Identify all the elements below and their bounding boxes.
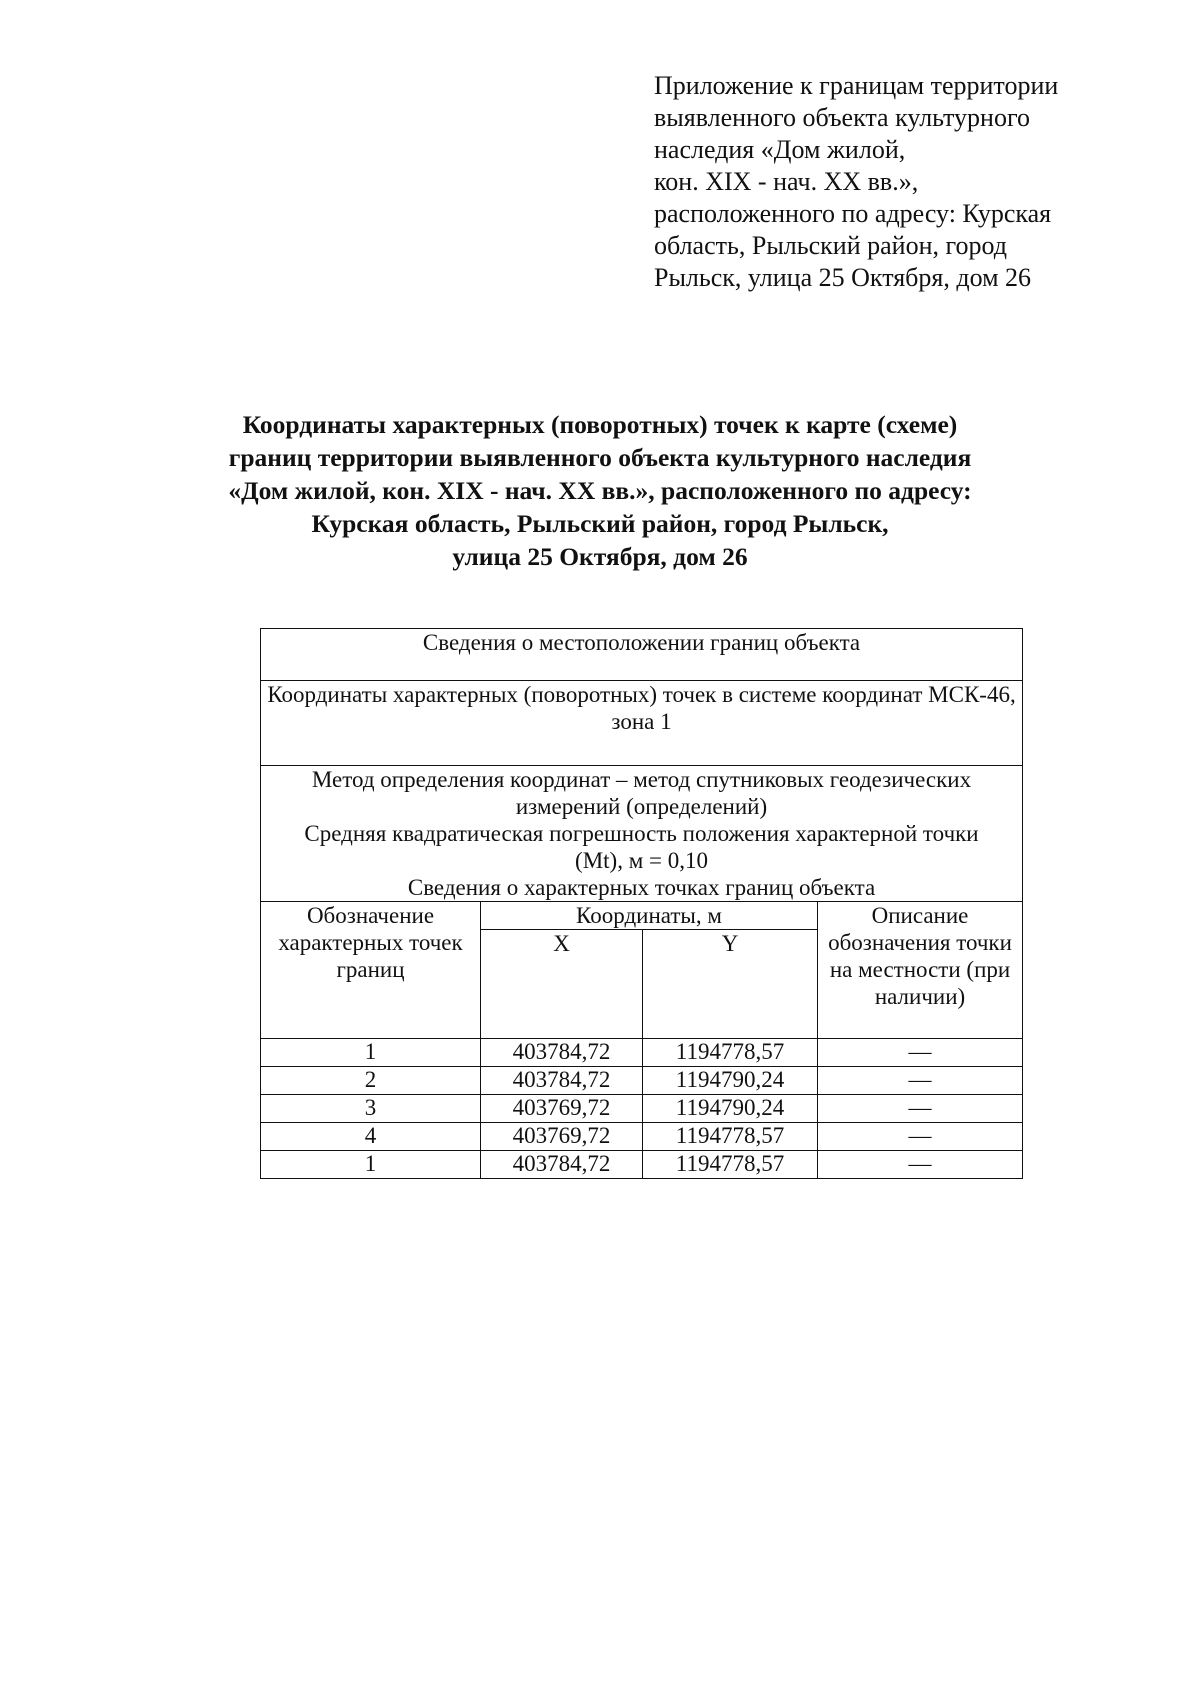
x-cell: 403769,72 xyxy=(481,1095,643,1123)
method-line: (Mt), м = 0,10 xyxy=(575,848,708,873)
appendix-line: кон. XIX - нач. XX вв.», xyxy=(654,167,919,196)
method-line: Метод определения координат – метод спутниковых геодезических xyxy=(311,767,972,792)
description-cell: — xyxy=(818,1151,1023,1179)
description-cell: — xyxy=(818,1039,1023,1067)
header-y: Y xyxy=(643,930,818,1039)
header-description: Описание обозначения точки на местности (при наличии) xyxy=(818,902,1023,1039)
table-row xyxy=(261,1123,1023,1151)
appendix-line: Приложение к границам территории xyxy=(654,71,1059,100)
x-cell: 403784,72 xyxy=(481,1067,643,1095)
title-line: Координаты характерных (поворотных) точек к карте (схеме) xyxy=(242,410,958,439)
table-header-row xyxy=(261,902,1023,930)
header-point-label: Обозначение характерных точек границ xyxy=(261,902,481,1039)
header-x: X xyxy=(481,930,643,1039)
method-line: Средняя квадратическая погрешность положения характерной точки xyxy=(304,821,979,846)
table-section-row xyxy=(261,766,1023,902)
point-cell: 3 xyxy=(261,1095,481,1123)
description-cell: — xyxy=(818,1095,1023,1123)
description-cell: — xyxy=(818,1067,1023,1095)
x-cell: 403784,72 xyxy=(481,1151,643,1179)
section-title-cell: Сведения о местоположении границ объекта xyxy=(261,629,1023,681)
method-line: Сведения о характерных точках границ объекта xyxy=(407,875,876,900)
table-row xyxy=(261,1067,1023,1095)
coordinates-table xyxy=(260,628,1023,1179)
point-cell: 1 xyxy=(261,1039,481,1067)
table-row xyxy=(261,1095,1023,1123)
appendix-note xyxy=(654,70,1102,294)
table-row xyxy=(261,1039,1023,1067)
header-coords-label: Координаты, м xyxy=(481,902,818,930)
x-cell: 403784,72 xyxy=(481,1039,643,1067)
y-cell: 1194790,24 xyxy=(643,1095,818,1123)
description-cell: — xyxy=(818,1123,1023,1151)
title-line: границ территории выявленного объекта культурного наследия xyxy=(228,443,972,472)
point-cell: 4 xyxy=(261,1123,481,1151)
coord-system-line: МСК-46, зона 1 xyxy=(611,682,1016,734)
y-cell: 1194778,57 xyxy=(643,1151,818,1179)
y-cell: 1194778,57 xyxy=(643,1039,818,1067)
title-line: Курская область, Рыльский район, город Рыльск, xyxy=(311,509,889,538)
coord-system-line: Координаты характерных (поворотных) точек в системе координат xyxy=(267,682,923,707)
appendix-line: наследия «Дом жилой, xyxy=(654,135,906,164)
x-cell: 403769,72 xyxy=(481,1123,643,1151)
appendix-line: расположенного по адресу: Курская xyxy=(654,199,1052,228)
table-section-row xyxy=(261,681,1023,766)
appendix-line: область, Рыльский район, город xyxy=(654,231,1007,260)
method-cell xyxy=(261,766,1023,902)
point-cell: 1 xyxy=(261,1151,481,1179)
point-cell: 2 xyxy=(261,1067,481,1095)
title-line: улица 25 Октября, дом 26 xyxy=(452,542,748,571)
appendix-line: выявленного объекта культурного xyxy=(654,103,1030,132)
y-cell: 1194778,57 xyxy=(643,1123,818,1151)
y-cell: 1194790,24 xyxy=(643,1067,818,1095)
table-section-row xyxy=(261,629,1023,681)
appendix-line: Рыльск, улица 25 Октября, дом 26 xyxy=(654,263,1032,292)
method-line: измерений (определений) xyxy=(515,794,768,819)
title-line: «Дом жилой, кон. XIX - нач. XX вв.», расположенного по адресу: xyxy=(228,476,972,505)
table-row xyxy=(261,1151,1023,1179)
coord-system-cell xyxy=(261,681,1023,766)
document-title xyxy=(150,408,1050,573)
